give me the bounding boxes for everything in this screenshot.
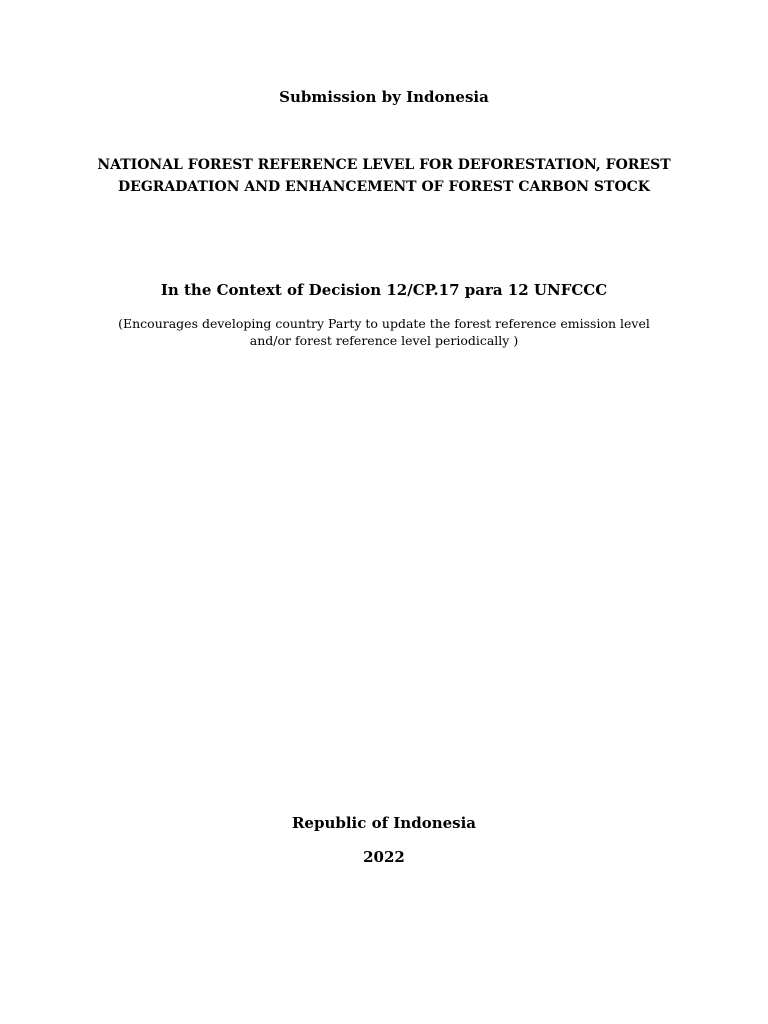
document-title-line-1: NATIONAL FOREST REFERENCE LEVEL FOR DEFORESTATION, FOREST (97, 157, 671, 173)
publication-year: 2022 (363, 848, 405, 866)
context-heading: In the Context of Decision 12/CP.17 para 12 UNFCCC (160, 281, 608, 299)
context-note-line-1: (Encourages developing country Party to update the forest reference emission level (118, 316, 650, 331)
country-name: Republic of Indonesia (291, 814, 477, 832)
document-title-line-2: DEGRADATION AND ENHANCEMENT OF FOREST CARBON STOCK (118, 179, 650, 195)
context-note-line-2: and/or forest reference level periodically ) (249, 333, 519, 348)
submission-heading: Submission by Indonesia (279, 88, 489, 106)
